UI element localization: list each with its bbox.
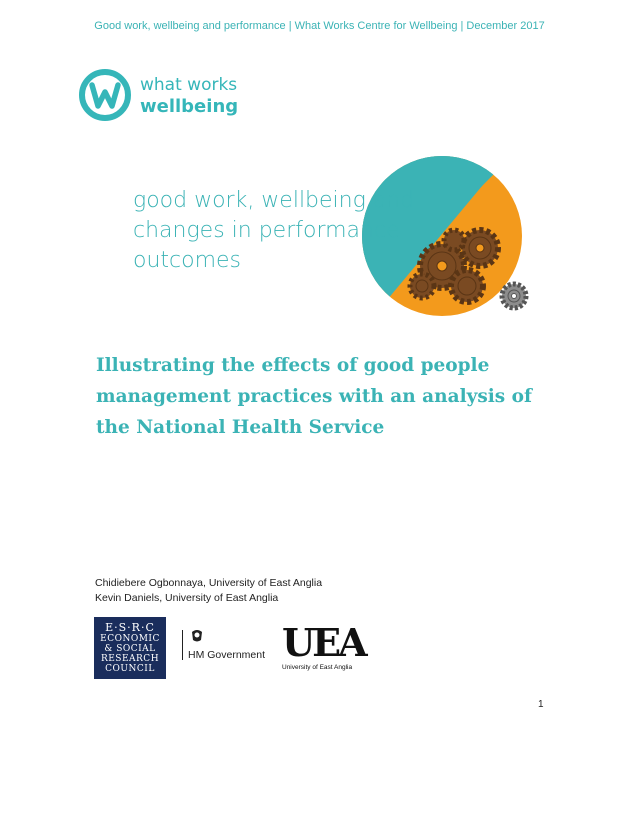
report-title xyxy=(96,350,556,443)
subtitle-line: outcomes xyxy=(133,248,242,273)
logo-text-line2: wellbeing xyxy=(140,96,239,117)
running-header: Good work, wellbeing and performance | What Works Centre for Wellbeing | December 2017 xyxy=(94,20,545,32)
author: Kevin Daniels, University of East Anglia xyxy=(95,592,279,604)
title-line: Illustrating the effects of good people xyxy=(96,355,490,376)
hm-government-logo xyxy=(182,630,266,661)
esrc-logo-top: E·S·R·C xyxy=(105,621,155,634)
title-line: management practices with an analysis of xyxy=(96,386,532,407)
what-works-wellbeing-logo xyxy=(78,68,278,128)
subtitle-line: good work, wellbeing and xyxy=(133,188,415,213)
author-list xyxy=(95,576,322,606)
esrc-logo-line: RESEARCH xyxy=(100,654,160,664)
hm-government-label: HM Government xyxy=(188,649,266,661)
report-subtitle xyxy=(133,186,414,276)
title-line: the National Health Service xyxy=(96,417,385,438)
esrc-logo-line: COUNCIL xyxy=(105,664,155,674)
esrc-logo-line: ECONOMIC xyxy=(100,634,160,644)
esrc-logo-line: & SOCIAL xyxy=(104,644,156,654)
uea-logo xyxy=(282,620,365,674)
author: Chidiebere Ogbonnaya, University of East Anglia xyxy=(95,577,323,589)
page-number: 1 xyxy=(538,699,544,710)
uea-caption: University of East Anglia xyxy=(282,664,353,671)
royal-crest-icon xyxy=(189,628,205,644)
subtitle-line: changes in performance xyxy=(133,218,400,243)
uea-mark: UEA xyxy=(282,620,365,665)
w-circle-icon xyxy=(78,68,134,124)
logo-text-line1: what works xyxy=(140,75,238,95)
esrc-logo xyxy=(94,617,166,679)
